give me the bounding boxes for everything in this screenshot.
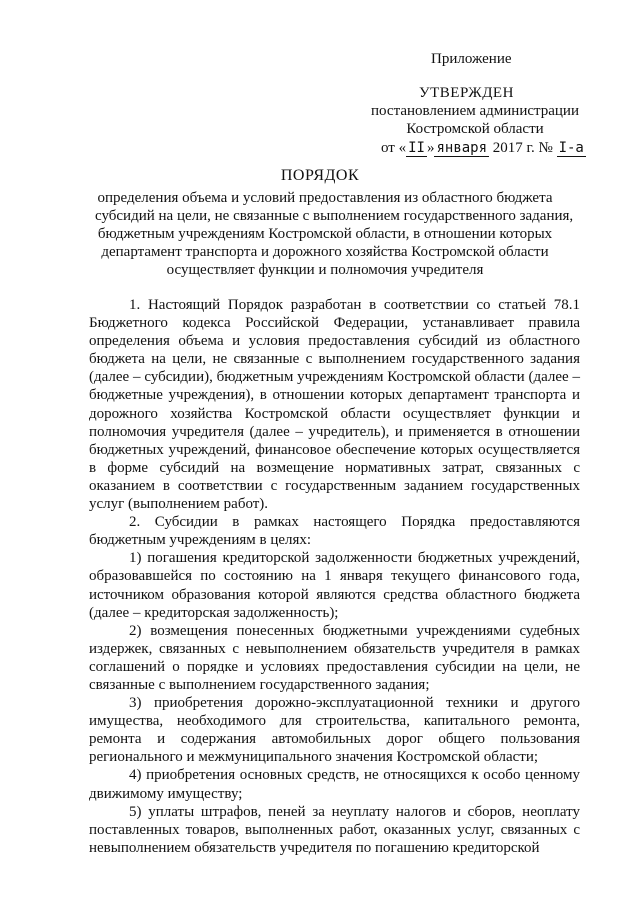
list-item-5: 5) уплаты штрафов, пеней за неуплату налогов и сборов, неоплату поставленных товаров, выполненных работ, оказанных услуг, связанных с невыполнением обязательств учредителя по погашению кредиторской xyxy=(89,803,580,856)
subtitle-line: бюджетным учреждениям Костромской области, в отношении которых xyxy=(97,226,553,242)
document-number: I-а xyxy=(558,140,584,156)
subtitle-line: субсидий на цели, не связанные с выполнением государственного задания, xyxy=(95,208,574,224)
subtitle-line: определения объема и условий предоставления из областного бюджета xyxy=(97,190,553,206)
list-item-3: 3) приобретения дорожно-эксплуатационной техники и другого имущества, необходимого для строительства, капитального ремонта, ремонта и содержания автомобильных дорог общего пользования регионального и межмуниципального значения Костромской области; xyxy=(89,695,580,766)
approved-by-line-2: Костромской области xyxy=(406,121,544,137)
subtitle-line: департамент транспорта и дорожного хозяйства Костромской области xyxy=(101,244,549,260)
document-body xyxy=(89,296,580,857)
approval-date xyxy=(381,139,600,157)
paragraph-1: 1. Настоящий Порядок разработан в соответствии со статьей 78.1 Бюджетного кодекса Российской Федерации, устанавливает правила определения объема и условия предоставления субсидий из областного бюджета на цели, не связанные с выполнением государственного задания (далее – субсидии), бюджетным учреждениям Костромской области (далее – бюджетные учреждения), в отношении которых департамент транспорта и дорожного хозяйства Костромской области осуществляет функции и полномочия учредителя (далее – учредитель), и применяется в отношении бюджетных учреждений, финансовое обеспечение которых осуществляется в форме субсидий на возмещение нормативных затрат, связанных с оказанием в соответствии с государственным заданием государственных услуг (выполнением работ). xyxy=(89,297,580,513)
date-year: 2017 г. № xyxy=(489,140,557,156)
document-title: ПОРЯДОК xyxy=(280,167,360,184)
approval-stamp xyxy=(350,84,600,157)
date-mid: » xyxy=(426,140,435,156)
list-item-4: 4) приобретения основных средств, не относящихся к особо ценному движимому имуществу; xyxy=(89,767,580,802)
date-day: II xyxy=(408,140,425,156)
approved-heading: УТВЕРЖДЕН xyxy=(419,85,514,101)
date-prefix: от « xyxy=(381,140,407,156)
document-subtitle xyxy=(95,189,574,279)
subtitle-line: осуществляет функции и полномочия учредителя xyxy=(166,262,484,278)
approved-by-line-1: постановлением администрации xyxy=(371,103,579,119)
list-item-1: 1) погашения кредиторской задолженности бюджетных учреждений, образовавшейся по состоянию на 1 января текущего финансового года, источником образования которой являются средства областного бюджета (далее – кредиторская задолженность); xyxy=(89,550,580,621)
date-month: января xyxy=(436,140,488,156)
paragraph-2: 2. Субсидии в рамках настоящего Порядка предоставляются бюджетным учреждениям в целях: xyxy=(89,514,580,549)
list-item-2: 2) возмещения понесенных бюджетными учреждениями судебных издержек, связанных с невыполнением обязательств учредителя в рамках соглашений о порядке и условиях предоставления субсидии на цели, не связанные с выполнением государственного задания; xyxy=(89,622,580,693)
appendix-label: Приложение xyxy=(431,51,512,67)
